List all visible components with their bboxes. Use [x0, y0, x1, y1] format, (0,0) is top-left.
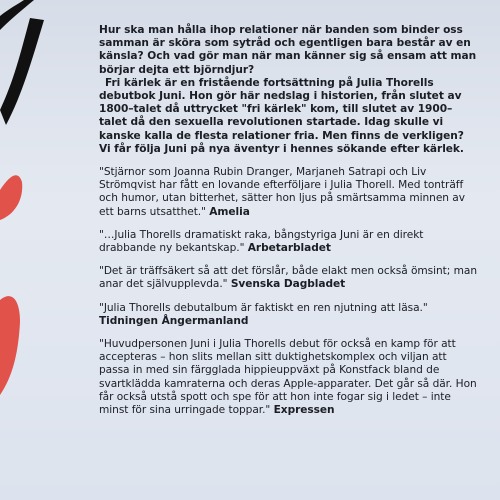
- summary-paragraph: Fri kärlek är en fristående fortsättning på Julia Thorells debutbok Juni. Hon gör här nedslag i historien, från slutet av 1800–talet då uttrycket "fri kärlek" kom, till slutet av 1900–talet då den sexuella revolutionen startade. Idag skulle vi kanske kalla de flesta relationer fria. Men finns de verkligen? Vi får följa Juni på nya äventyr i hennes sökande efter kärlek.: [99, 76, 464, 155]
- intro-paragraph: Hur ska man hålla ihop relationer när banden som binder oss samman är sköra som sytråd och egentligen bara består av en känsla? Och vad gör man när man känner sig så ensam att man börjar dejta ett björndjur?: [99, 24, 477, 76]
- black-curve-shape: [0, 18, 44, 125]
- quote-text: "Huvudpersonen Juni i Julia Thorells debut för också en kamp för att accepteras – hon slits mellan sitt duktighetskomplex och viljan att passa in med sin färgglada hippieuppväxt på Konstfack bland de svartklädda kamraterna och deras Apple-apparater. Det går så där. Hon får också utstå spott och spe för att hon inte fogar sig i ledet – inte minst för sina urringade toppar.": [99, 338, 477, 417]
- decorative-illustration: [0, 0, 90, 500]
- quote-source: Arbetarbladet: [247, 242, 331, 255]
- back-cover-text: [99, 24, 479, 427]
- quote-text: "Det är träffsäkert så att det förslår, både elakt men också ömsint; man anar det självupplevda.": [99, 265, 477, 291]
- review-quote: [99, 265, 479, 291]
- quote-source: Tidningen Ångermanland: [99, 314, 249, 327]
- quote-source: Svenska Dagbladet: [230, 278, 346, 291]
- review-quote: [99, 302, 479, 328]
- quote-text: "Julia Thorells debutalbum är faktiskt en ren njutning att läsa.": [99, 301, 428, 314]
- quote-source: Amelia: [209, 205, 250, 218]
- red-shape-bottom: [0, 296, 20, 395]
- quote-text: "Stjärnor som Joanna Rubin Dranger, Marjaneh Satrapi och Liv Strömqvist har fått en lovande efterföljare i Julia Thorell. Med tonträff och humor, utan bitterhet, sätter hon ljus på smärtsamma minnen av ett barns utsatthet.": [99, 166, 465, 218]
- red-shape-top: [0, 175, 22, 220]
- quote-source: Expressen: [273, 404, 335, 417]
- review-quote: [99, 338, 479, 417]
- review-quote: [99, 166, 479, 219]
- review-quote: [99, 229, 479, 255]
- quote-text: "…Julia Thorells dramatiskt raka, bångstyriga Juni är en direkt drabbande ny bekantskap.": [99, 228, 424, 255]
